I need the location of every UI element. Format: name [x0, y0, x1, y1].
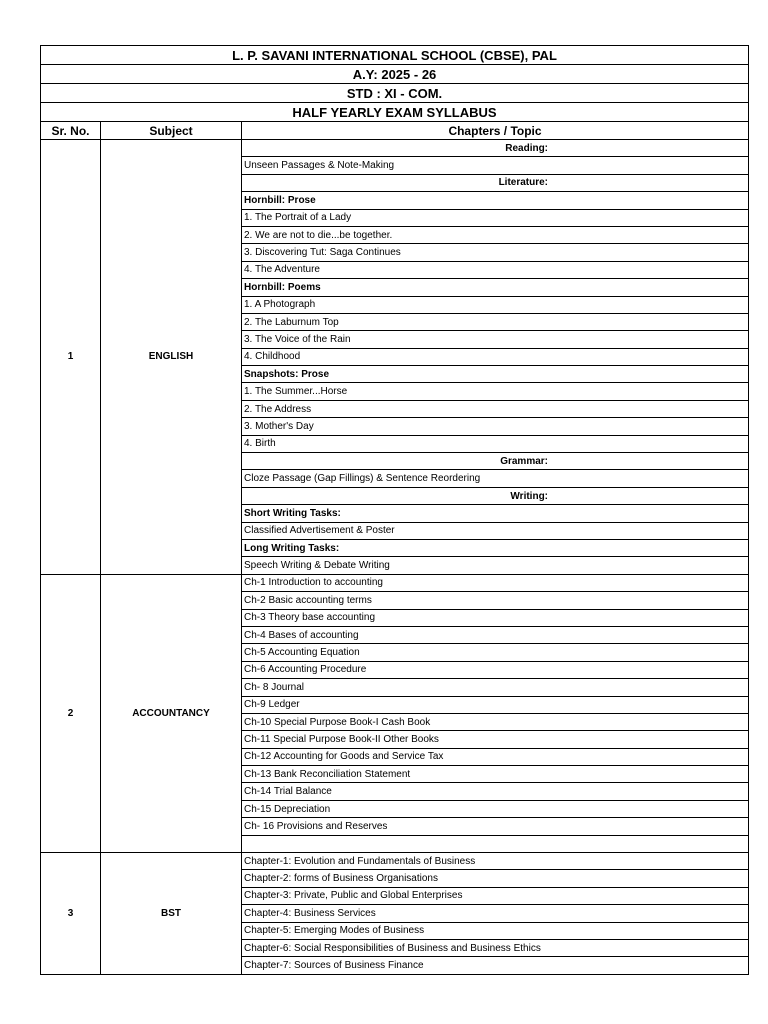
topic-cell: 2. We are not to die...be together. — [242, 226, 749, 243]
table-row — [41, 853, 749, 870]
topic-cell: Ch-13 Bank Reconciliation Statement — [242, 766, 749, 783]
section-heading-cell: Grammar: — [242, 453, 749, 470]
topic-cell: Ch-3 Theory base accounting — [242, 609, 749, 626]
topic-cell: Ch-14 Trial Balance — [242, 783, 749, 800]
topic-cell: Chapter-2: forms of Business Organisations — [242, 870, 749, 887]
topic-cell: 2. The Address — [242, 400, 749, 417]
subsection-heading-cell: Snapshots: Prose — [242, 366, 749, 383]
topic-cell: Ch-2 Basic accounting terms — [242, 592, 749, 609]
table-row — [41, 140, 749, 157]
subsection-heading-cell: Hornbill: Poems — [242, 279, 749, 296]
topic-cell: 1. The Portrait of a Lady — [242, 209, 749, 226]
topic-cell: 3. The Voice of the Rain — [242, 331, 749, 348]
sr-no-cell: 1 — [41, 140, 101, 575]
topic-cell: Ch-1 Introduction to accounting — [242, 574, 749, 591]
topic-cell: Ch-10 Special Purpose Book-I Cash Book — [242, 713, 749, 730]
section-heading-cell: Literature: — [242, 174, 749, 191]
topic-cell: 3. Mother's Day — [242, 418, 749, 435]
school-name: L. P. SAVANI INTERNATIONAL SCHOOL (CBSE), PAL — [41, 46, 749, 65]
academic-year: A.Y: 2025 - 26 — [41, 65, 749, 84]
topic-cell — [242, 835, 749, 852]
topic-cell: Ch-15 Depreciation — [242, 800, 749, 817]
standard: STD : XI - COM. — [41, 84, 749, 103]
topic-cell: Chapter-6: Social Responsibilities of Business and Business Ethics — [242, 939, 749, 956]
col-topics: Chapters / Topic — [242, 122, 749, 140]
col-sr-no: Sr. No. — [41, 122, 101, 140]
topic-cell: Ch-11 Special Purpose Book-II Other Books — [242, 731, 749, 748]
topic-cell: 2. The Laburnum Top — [242, 313, 749, 330]
topic-cell: Speech Writing & Debate Writing — [242, 557, 749, 574]
topic-cell: Chapter-4: Business Services — [242, 905, 749, 922]
subject-cell: ACCOUNTANCY — [101, 574, 242, 852]
exam-title: HALF YEARLY EXAM SYLLABUS — [41, 103, 749, 122]
col-subject: Subject — [101, 122, 242, 140]
topic-cell: 1. A Photograph — [242, 296, 749, 313]
topic-cell: 4. Childhood — [242, 348, 749, 365]
sr-no-cell: 3 — [41, 853, 101, 975]
topic-cell: Ch- 8 Journal — [242, 679, 749, 696]
syllabus-table — [40, 45, 749, 975]
topic-cell: Ch-5 Accounting Equation — [242, 644, 749, 661]
topic-cell: 1. The Summer...Horse — [242, 383, 749, 400]
topic-cell: Cloze Passage (Gap Fillings) & Sentence Reordering — [242, 470, 749, 487]
topic-cell: Classified Advertisement & Poster — [242, 522, 749, 539]
topic-cell: Chapter-1: Evolution and Fundamentals of Business — [242, 853, 749, 870]
syllabus-sheet — [40, 45, 748, 975]
sr-no-cell: 2 — [41, 574, 101, 852]
topic-cell: Unseen Passages & Note-Making — [242, 157, 749, 174]
subject-cell: BST — [101, 853, 242, 975]
topic-cell: Ch- 16 Provisions and Reserves — [242, 818, 749, 835]
subject-cell: ENGLISH — [101, 140, 242, 575]
subsection-heading-cell: Long Writing Tasks: — [242, 539, 749, 556]
topic-cell: Ch-4 Bases of accounting — [242, 626, 749, 643]
section-heading-cell: Reading: — [242, 140, 749, 157]
topic-cell: 4. Birth — [242, 435, 749, 452]
topic-cell: Ch-6 Accounting Procedure — [242, 661, 749, 678]
topic-cell: Chapter-5: Emerging Modes of Business — [242, 922, 749, 939]
topic-cell: Chapter-3: Private, Public and Global Enterprises — [242, 887, 749, 904]
section-heading-cell: Writing: — [242, 487, 749, 504]
topic-cell: Ch-12 Accounting for Goods and Service Tax — [242, 748, 749, 765]
topic-cell: Chapter-7: Sources of Business Finance — [242, 957, 749, 974]
topic-cell: Ch-9 Ledger — [242, 696, 749, 713]
topic-cell: 3. Discovering Tut: Saga Continues — [242, 244, 749, 261]
subsection-heading-cell: Hornbill: Prose — [242, 192, 749, 209]
topic-cell: 4. The Adventure — [242, 261, 749, 278]
table-row — [41, 574, 749, 591]
subsection-heading-cell: Short Writing Tasks: — [242, 505, 749, 522]
